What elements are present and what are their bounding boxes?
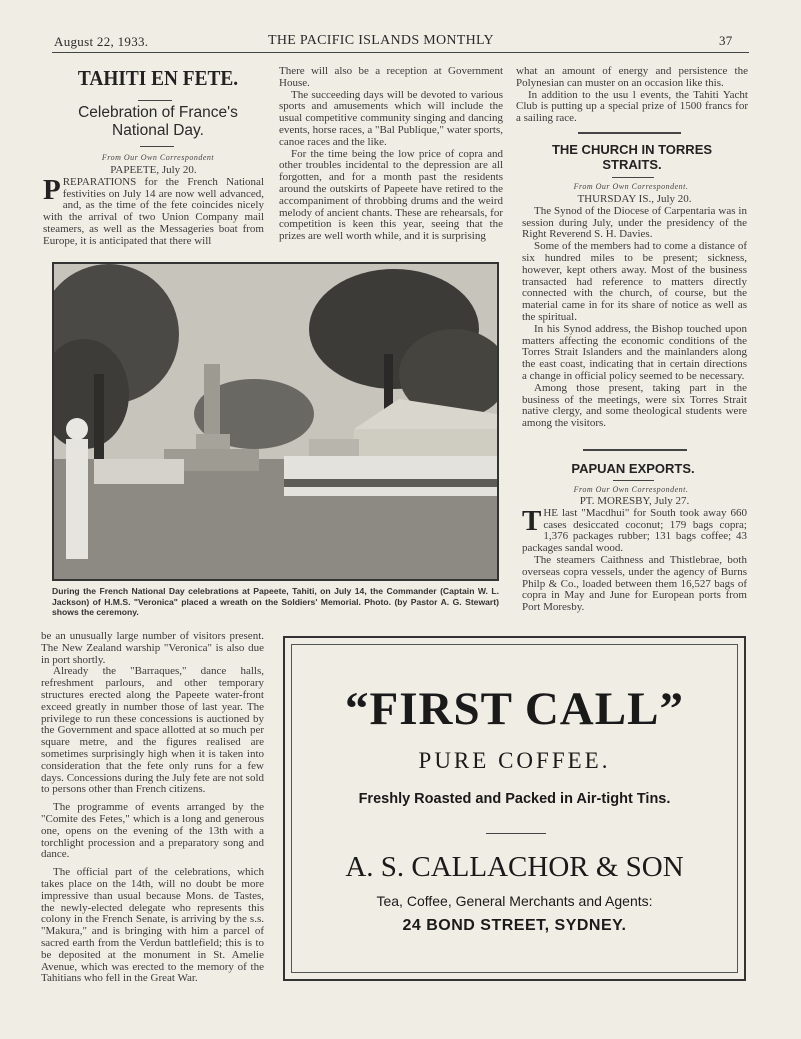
tahiti-column-1 [43,165,264,248]
paragraph: There will also be a reception at Government House. [279,65,503,89]
ad-product: PURE COFFEE. [418,748,611,773]
tahiti-para-1: REPARATIONS for the French National festivities on July 14 are now well advanced, and, as the time of the fete coincides nicely with the arrival of two Union Company mail steamers, as well as the Messageries boat from Europe, it is anticipated that there will [43,175,264,247]
section-rule [578,132,681,134]
tahiti-subhead: Celebration of France's National Day. [78,104,238,139]
divider [138,100,172,101]
paragraph: what an amount of energy and persistence the Polynesian can muster on an occasion like this. [516,65,748,89]
ad-description: Tea, Coffee, General Merchants and Agents: [376,893,653,909]
divider [140,146,174,147]
masthead: THE PACIFIC ISLANDS MONTHLY [268,33,494,48]
issue-date: August 22, 1933. [54,34,149,49]
section-rule [583,449,687,451]
ad-tagline: Freshly Roasted and Packed in Air-tight Tins. [358,791,671,807]
ad-divider [486,833,546,834]
paragraph: The official part of the celebrations, which takes place on the 14th, will no doubt be more impressive than usual because Mons. de Tastes, the newly-elected delegate who represents this colony in the French Senate, is arriving by the s.s. "Makura," and is bringing with him a parcel of sacred earth from the Verdun battlefield; this is to be deposited at the monument in St. Amelie Avenue, which was erected to the memory of the Tahitians who fell in the Great War. [41,866,264,985]
torres-column [522,194,747,430]
header-rule [52,52,749,53]
drop-cap: P [43,173,61,206]
paragraph: In his Synod address, the Bishop touched upon matters affecting the economic conditions of the Torres Strait Islanders and the mainlanders along the east coast, indicating that in certain directions a change in official policy seemed to be necessary. [522,322,747,382]
paragraph: The programme of events arranged by the "Comite des Fetes," which is a long and generous one, opens on the evening of the 13th with a torchlight procession and a preparatory song and dance. [41,801,264,861]
ceremony-photo [52,262,499,581]
drop-cap: T [522,504,542,537]
page-number: 37 [719,33,733,48]
coffee-advertisement [283,636,746,981]
paragraph: The Synod of the Diocese of Carpentaria was in session during July, under the presidency of the Right Reverend S. H. Davies. [522,204,747,241]
papuan-para-1: HE last "Macdhui" for South took away 660 cases desiccated coconut; 179 bags copra; 1,376 packages rubber; 131 bags coffee; 43 packages sandal wood. [522,506,747,555]
divider [613,480,654,481]
paragraph: For the time being the low price of copra and other troubles incidental to the depression are all forgotten, and for a month past the residents around the outskirts of Papeete have retired to the accompaniment of throbbing drums and the weird melody of ancient chants. These are rehearsals, for competition is keen this year, seeing that the prizes are well worth while, and it is surprising [279,147,503,243]
tahiti-headline: TAHITI EN FETE. [77,66,239,90]
tahiti-dateline: PAPEETE, July 20. [110,164,197,176]
ad-company: A. S. CALLACHOR & SON [345,851,684,883]
paragraph: be an unusually large number of visitors present. The New Zealand warship "Veronica" is also due in port shortly. [41,630,264,666]
photo-illustration [54,264,497,579]
torres-headline: THE CHURCH IN TORRES STRAITS. [551,142,713,172]
tahiti-byline: From Our Own Correspondent [101,153,215,162]
tahiti-continuation [41,631,264,985]
paragraph: Already the "Barraques," dance halls, refreshment parlours, and other temporary structures erected along the Papeete water-front exceed greatly in number those of last year. The privilege to run these concessions is auctioned by the Government and space allotted at so much per square metre, and the figures realised are sometimes surprisingly high when it is taken into consideration that the fete only runs for a few days. Concessions during the July fete are not sold to persons other than French citizens. [41,665,264,796]
ad-address: 24 BOND STREET, SYDNEY. [402,917,627,934]
papuan-byline: From Our Own Correspondent. [573,485,689,494]
papuan-dateline: PT. MORESBY, July 27. [579,495,690,507]
photo-caption: During the French National Day celebrations at Papeete, Tahiti, on July 14, the Commander (Captain W. L. Jackson) of H.M.S. "Veronica" placed a wreath on the Soldiers' Memorial. Photo. (by Pastor A. G. Stewart) shows the ceremony. [52,586,499,617]
papuan-headline: PAPUAN EXPORTS. [571,461,695,476]
ad-brand: “FIRST CALL” [345,683,684,735]
torres-dateline: THURSDAY IS., July 20. [577,193,692,205]
paragraph: The succeeding days will be devoted to various sports and amusements which will include the usual competitive community singing and dancing events, horse races, a "Bal Publique," water sports, canoe races and the like. [279,88,503,148]
tahiti-column-3 [516,66,748,125]
paragraph: The steamers Caithness and Thistlebrae, both overseas copra vessels, under the agency of Burns Philp & Co., loaded between them 16,527 bags of copra in May and June for European ports from Port Moresby. [522,553,747,614]
paragraph: Some of the members had to come a distance of six hundred miles to be present; sickness, however, kept others away. Most of the business transacted had reference to matters directly connected with the church, of course, but the material came in for its share of notice as well as the spiritual. [522,240,747,323]
torres-byline: From Our Own Correspondent. [573,182,689,191]
papuan-column [522,496,747,614]
divider [612,177,654,178]
paragraph: Among those present, taking part in the business of the meetings, were six Torres Strait native clergy, and some theological students were among the visitors. [522,381,747,430]
tahiti-column-2 [279,66,503,243]
paragraph: In addition to the usu l events, the Tahiti Yacht Club is putting up a special prize of 1500 francs for a sailing race. [516,88,748,125]
